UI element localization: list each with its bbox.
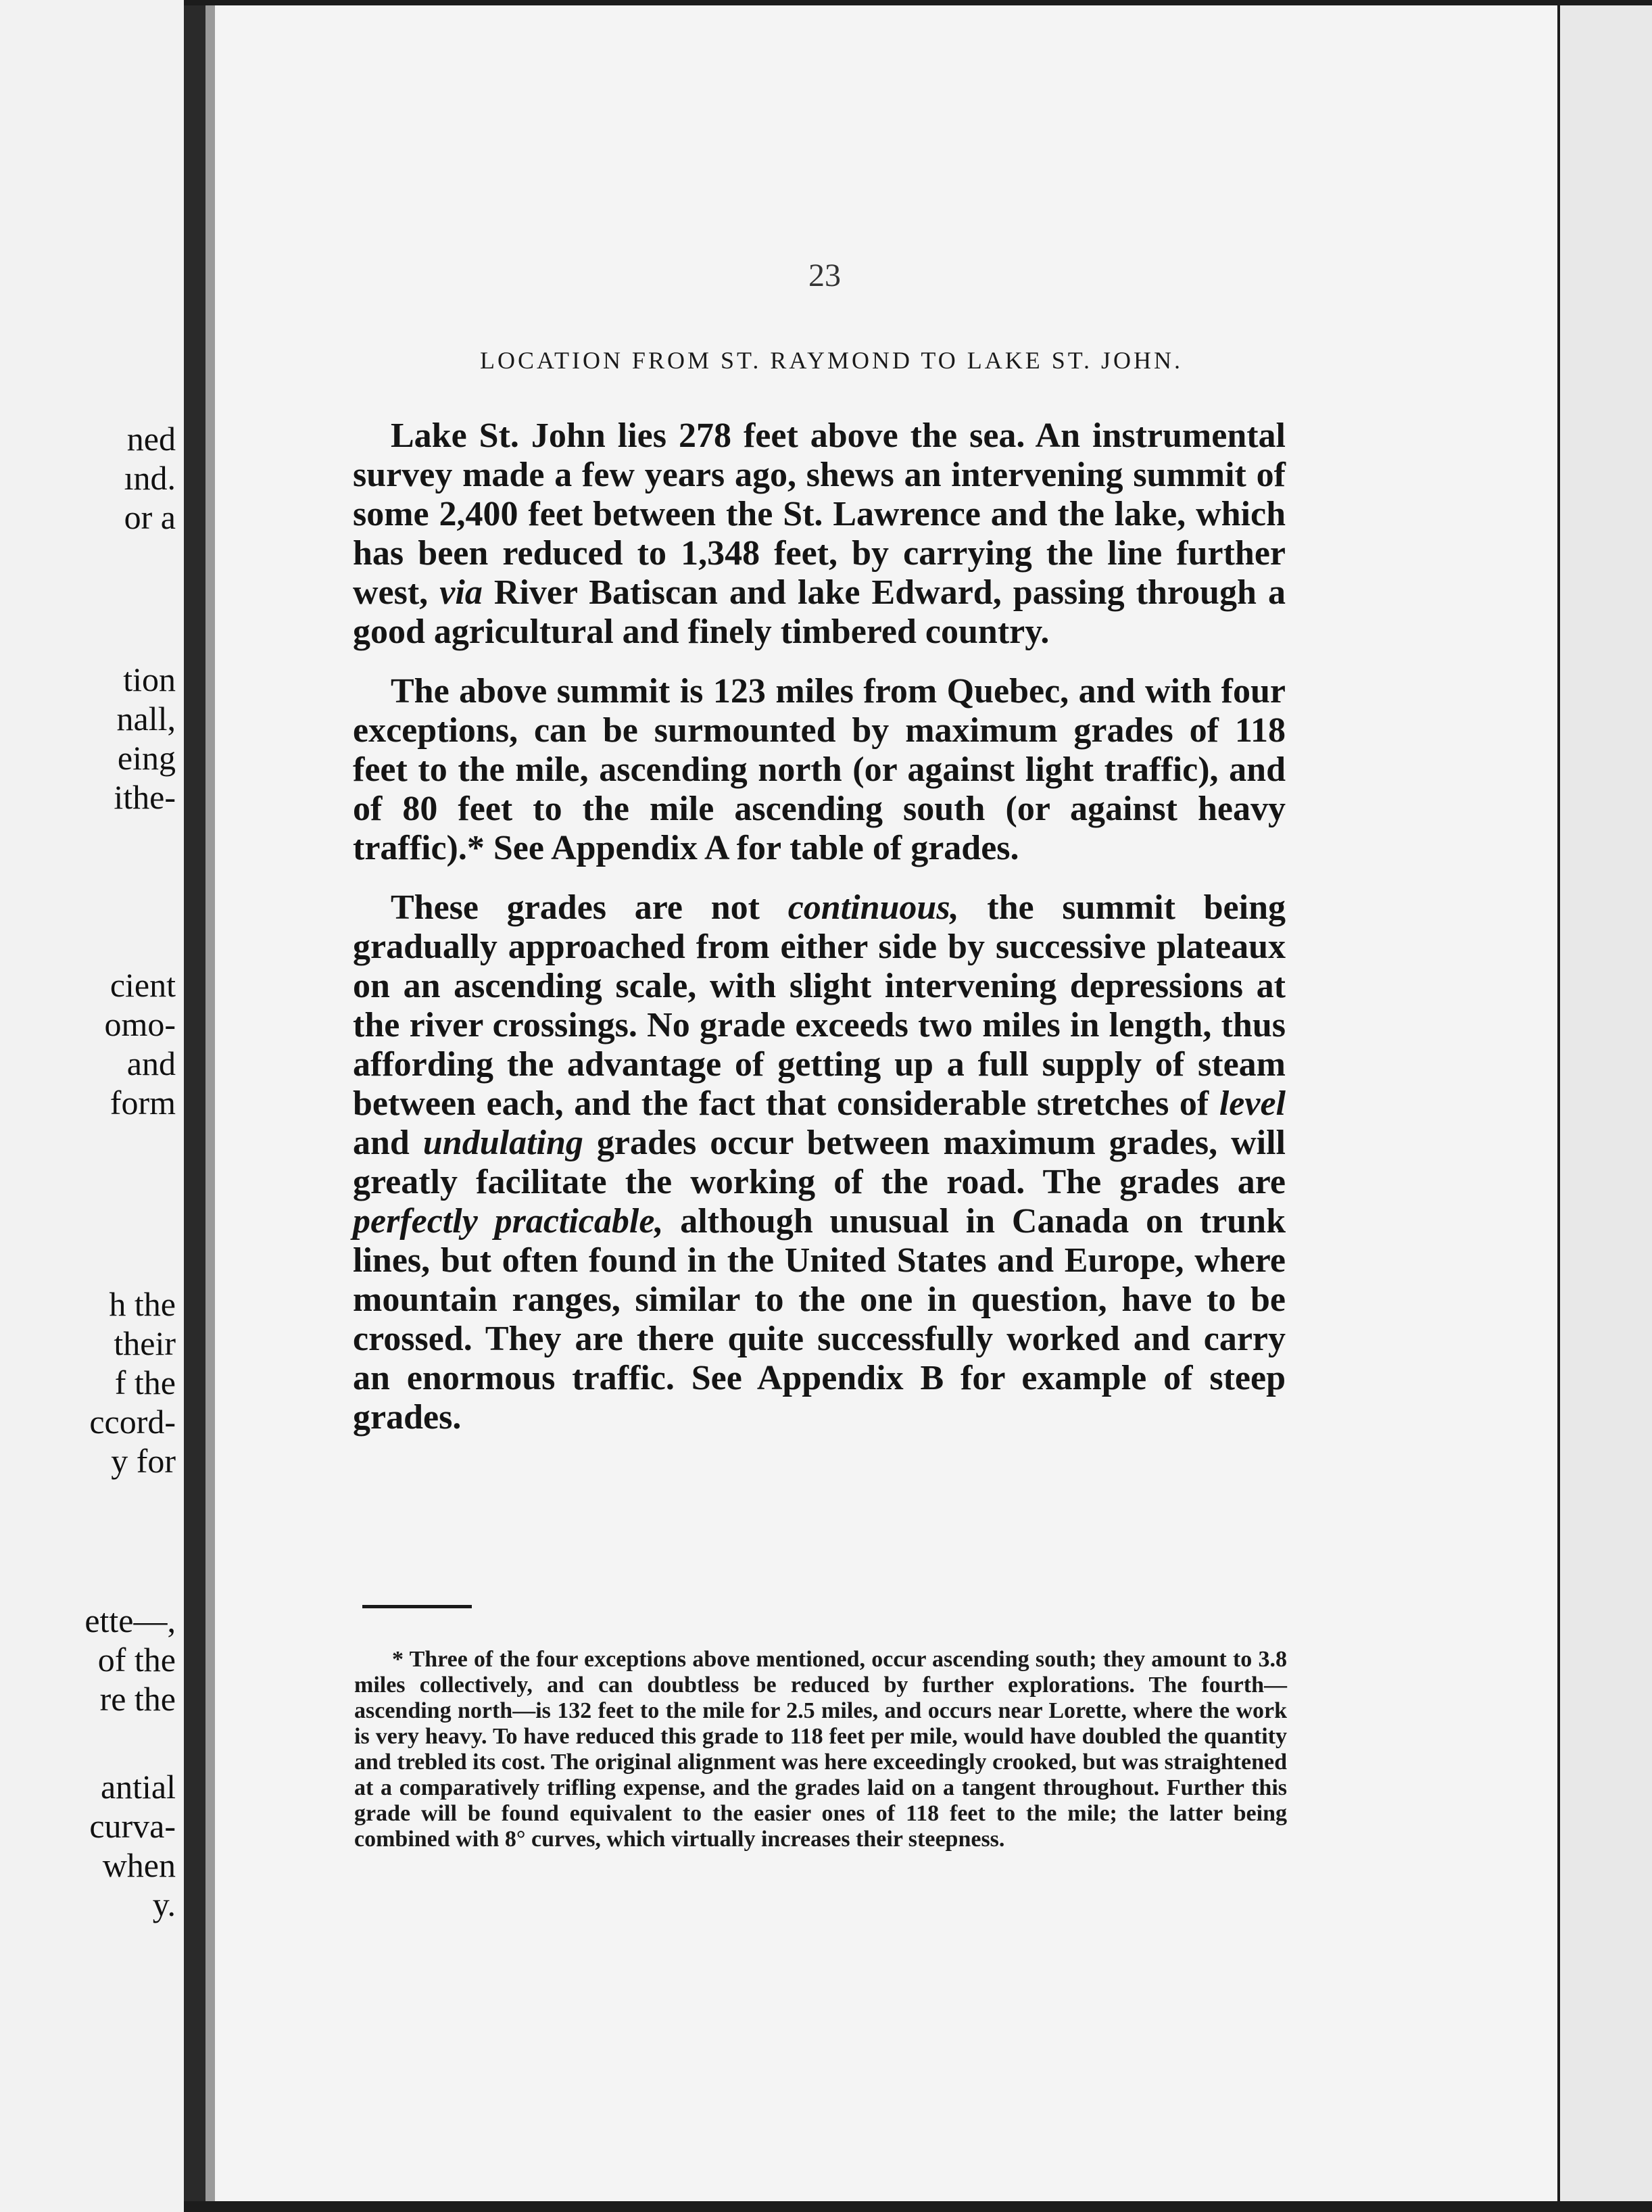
paragraph-text: Lake St. John lies 278 feet above the sea. An instrumental survey made a few years ago, shews an intervening summit of some 2,400 feet between the St. Lawrence and the lake, which has been reduced to 1,348 feet, by carrying the line further west, xyxy=(353,416,1286,612)
paragraph-text: River Batiscan and lake Edward, passing through a good agricultural and finely timbered country. xyxy=(353,573,1286,651)
page-number: 23 xyxy=(808,258,841,293)
left-page-fragment: form xyxy=(110,1084,176,1122)
left-page-fragment: tion xyxy=(123,660,176,698)
left-page-fragment: or a xyxy=(124,498,176,536)
left-page-fragment: eing xyxy=(117,739,176,777)
section-heading: LOCATION FROM ST. RAYMOND TO LAKE ST. JOHN. xyxy=(479,347,1184,374)
italic-text: level xyxy=(1219,1084,1286,1123)
left-page-fragment: re the xyxy=(99,1680,176,1718)
left-page-fragment: their xyxy=(114,1324,176,1362)
italic-text: continuous, xyxy=(787,888,959,927)
body-text xyxy=(353,416,1286,1458)
scan-bottom-border xyxy=(184,2201,1652,2212)
paragraph xyxy=(353,888,1286,1437)
paragraph xyxy=(353,416,1286,652)
left-page-fragment: f the xyxy=(114,1364,176,1401)
left-page-fragment: y for xyxy=(111,1442,176,1480)
left-page-fragment: of the xyxy=(97,1641,176,1679)
left-page-fragment: when xyxy=(102,1846,176,1884)
paragraph-text: although unusual in Canada on trunk lines, but often found in the United States and Europe, where mountain ranges, similar to the one in question, have to be crossed. They are there quite successfully worked and carry an enormous traffic. See Appendix B for example of steep grades. xyxy=(353,1202,1286,1437)
left-page-fragment: antial xyxy=(100,1768,176,1806)
left-page-fragment: and xyxy=(126,1044,176,1082)
left-page-fragment: cient xyxy=(110,966,176,1004)
left-page-fragment: y. xyxy=(152,1885,176,1923)
footnote-rule xyxy=(362,1605,472,1608)
paragraph-text: and xyxy=(353,1124,423,1162)
left-page-fragment: ette—, xyxy=(84,1602,176,1639)
footnote: * Three of the four exceptions above mentioned, occur ascending south; they amount to 3.8 miles collectively, and can doubtless be reduced by further explorations. The fourth—ascending north—is 132 feet to the mile for 2.5 miles, and occurs near Lorette, where the work is very heavy. To have reduced this grade to 118 feet per mile, would have doubled the quantity and trebled its cost. The original alignment was here exceedingly crooked, but was straightened at a comparatively trifling expense, and the grades laid on a tangent throughout. Further this grade will be found equivalent to the easier ones of 118 feet to the mile; the latter being combined with 8° curves, which virtually increases their steepness. xyxy=(354,1647,1287,1852)
paragraph-text: the summit being gradually approached from either side by successive plateaux on an ascending scale, with slight intervening depressions at the river crossings. No grade exceeds two miles in length, thus affording the advantage of getting up a full supply of steam between each, and the fact that considerable stretches of xyxy=(353,888,1286,1123)
left-page-fragment: ned xyxy=(126,420,176,458)
gutter-shadow xyxy=(205,0,215,2212)
page-right-edge xyxy=(1557,0,1652,2212)
left-page-fragment: ccord- xyxy=(89,1403,176,1441)
left-page-fragment: curva- xyxy=(89,1807,176,1845)
left-page-fragment: ithe- xyxy=(114,778,176,816)
left-page-fragment: ınd. xyxy=(124,459,176,497)
left-page-fragment: omo- xyxy=(104,1005,176,1043)
book-gutter xyxy=(184,0,205,2212)
scan-top-border xyxy=(184,0,1652,5)
paragraph: The above summit is 123 miles from Quebec, and with four exceptions, can be surmounted by maximum grades of 118 feet to the mile, ascending north (or against light traffic), and of 80 feet to the mile ascending south (or against heavy traffic).* See Appendix A for table of grades. xyxy=(353,672,1286,867)
paragraph-text: grades occur between maximum grades, will greatly facilitate the working of the road. The grades are xyxy=(353,1124,1286,1201)
left-page-fragment: nall, xyxy=(116,700,176,738)
italic-text: perfectly practicable, xyxy=(353,1202,664,1241)
italic-text: undulating xyxy=(422,1124,583,1162)
previous-page-strip xyxy=(0,0,184,2212)
paragraph-text: These grades are not xyxy=(391,888,788,927)
italic-text: via xyxy=(439,573,483,612)
left-page-fragment: h the xyxy=(109,1285,176,1323)
